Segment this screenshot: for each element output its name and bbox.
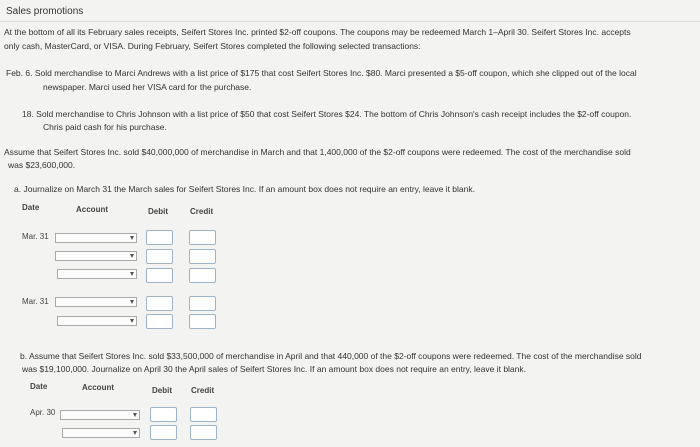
part-b-col-credit: Credit <box>191 386 215 395</box>
part-a-account-select-4[interactable] <box>55 297 137 307</box>
part-b-account-select-2[interactable] <box>62 428 140 438</box>
part-a-col-date: Date <box>22 203 40 212</box>
part-b-entry1-date: Apr. 30 <box>30 408 56 417</box>
part-a-credit-input-2[interactable] <box>189 249 216 264</box>
part-b-credit-input-1[interactable] <box>190 407 217 422</box>
transaction-feb18-line2: Chris paid cash for his purchase. <box>43 122 167 132</box>
chevron-down-icon <box>130 300 134 304</box>
part-b-question-line1: b. Assume that Seifert Stores Inc. sold $33,500,000 of merchandise in April and that 440,000 of the $2-off coupons were redeemed. The cost of the merchandise sold <box>20 351 642 361</box>
chevron-down-icon <box>133 431 137 435</box>
part-a-debit-input-1[interactable] <box>146 230 173 245</box>
page-title: Sales promotions <box>6 6 84 17</box>
part-a-col-credit: Credit <box>190 207 214 216</box>
chevron-down-icon <box>130 236 134 240</box>
part-b-debit-input-2[interactable] <box>150 425 177 440</box>
part-a-debit-input-2[interactable] <box>146 249 173 264</box>
part-b-account-select-1[interactable] <box>60 410 140 420</box>
part-a-debit-input-3[interactable] <box>146 268 173 283</box>
part-a-col-account: Account <box>76 205 108 214</box>
part-a-account-select-3[interactable] <box>57 269 137 279</box>
chevron-down-icon <box>130 254 134 258</box>
transaction-feb6-line2: newspaper. Marci used her VISA card for the purchase. <box>43 82 252 92</box>
chevron-down-icon <box>130 319 134 323</box>
part-a-credit-input-4[interactable] <box>189 296 216 311</box>
part-a-account-select-1[interactable] <box>55 233 137 243</box>
part-a-col-debit: Debit <box>148 207 168 216</box>
part-a-question: a. Journalize on March 31 the March sales for Seifert Stores Inc. If an amount box does not require an entry, leave it blank. <box>14 184 475 194</box>
part-b-question-line2: was $19,100,000. Journalize on April 30 the April sales of Seifert Stores Inc. If an amount box does not require an entry, leave it blank. <box>22 364 527 374</box>
part-a-credit-input-5[interactable] <box>189 314 216 329</box>
part-b-credit-input-2[interactable] <box>190 425 217 440</box>
part-a-debit-input-5[interactable] <box>146 314 173 329</box>
title-divider <box>0 21 700 22</box>
transaction-feb6-line1: Feb. 6. Sold merchandise to Marci Andrews with a list price of $175 that cost Seifert Stores Inc. $80. Marci presented a $5-off coupon, which she clipped out of the local <box>6 68 637 78</box>
intro-text-line1: At the bottom of all its February sales receipts, Seifert Stores Inc. printed $2-off coupons. The coupons may be redeemed March 1–April 30. Seifert Stores Inc. accepts <box>4 27 631 37</box>
transaction-feb18-line1: 18. Sold merchandise to Chris Johnson with a list price of $50 that cost Seifert Stores $24. The bottom of Chris Johnson's cash receipt includes the $2-off coupon. <box>22 109 632 119</box>
chevron-down-icon <box>133 413 137 417</box>
part-b-col-account: Account <box>82 383 114 392</box>
assumption-text-line1: Assume that Seifert Stores Inc. sold $40,000,000 of merchandise in March and that 1,400,000 of the $2-off coupons were redeemed. The cost of the merchandise sold <box>4 147 631 157</box>
part-a-credit-input-3[interactable] <box>189 268 216 283</box>
assumption-text-line2: was $23,600,000. <box>8 160 76 170</box>
part-b-debit-input-1[interactable] <box>150 407 177 422</box>
part-a-entry2-date: Mar. 31 <box>22 297 49 306</box>
part-b-col-date: Date <box>30 382 48 391</box>
part-a-entry1-date: Mar. 31 <box>22 232 49 241</box>
part-a-credit-input-1[interactable] <box>189 230 216 245</box>
part-a-account-select-2[interactable] <box>55 251 137 261</box>
part-b-col-debit: Debit <box>152 386 172 395</box>
intro-text-line2: only cash, MasterCard, or VISA. During February, Seifert Stores completed the following selected transactions: <box>4 41 421 51</box>
part-a-account-select-5[interactable] <box>57 316 137 326</box>
part-a-debit-input-4[interactable] <box>146 296 173 311</box>
chevron-down-icon <box>130 272 134 276</box>
